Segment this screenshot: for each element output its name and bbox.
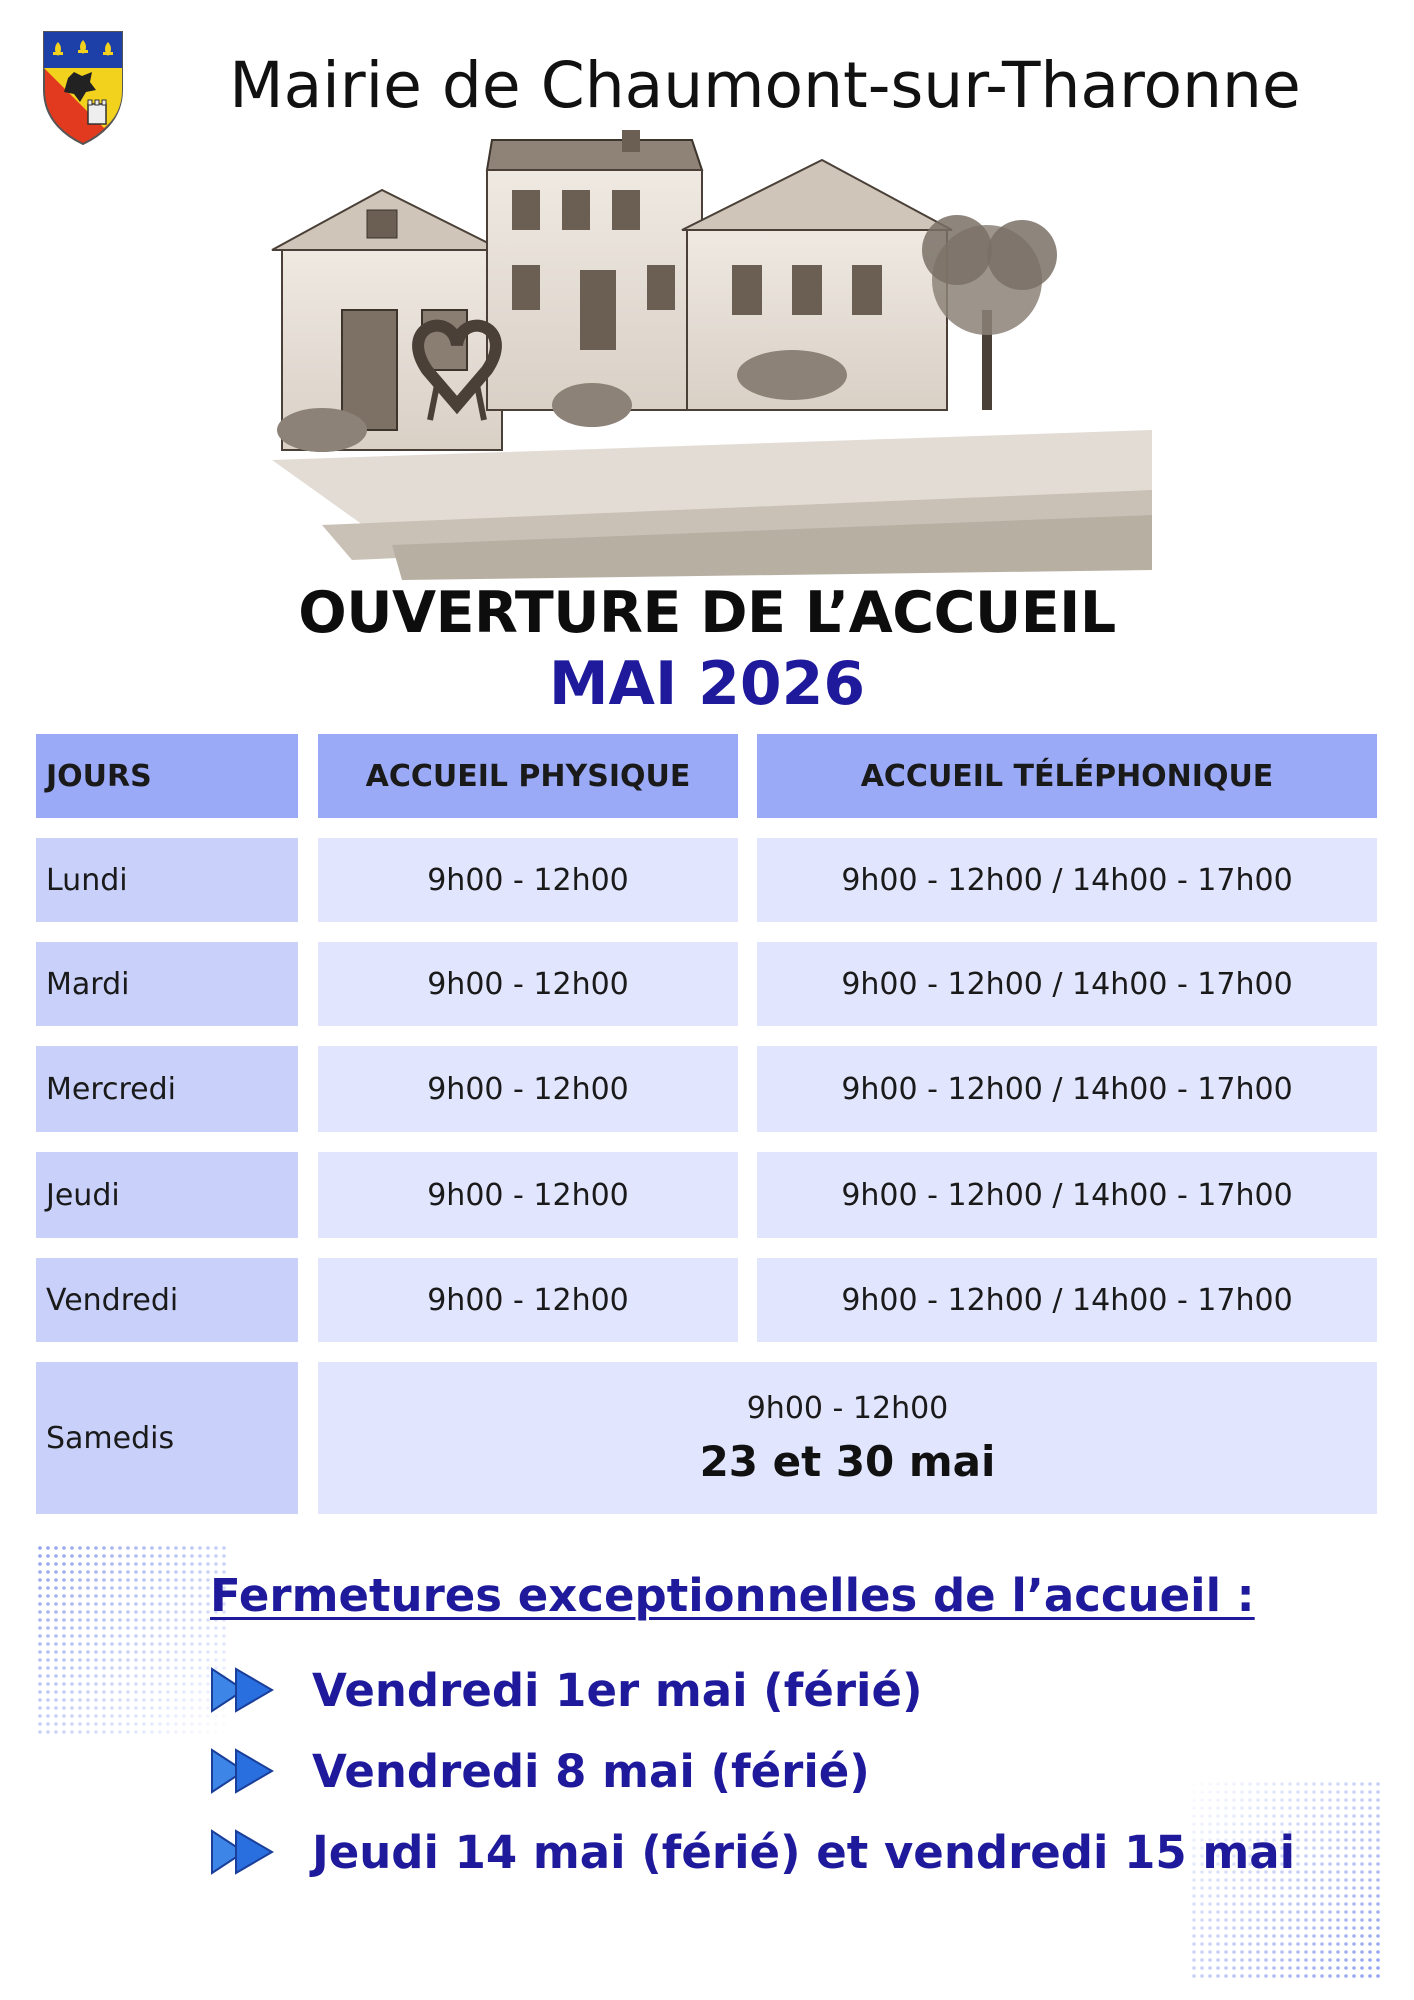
page-title: Mairie de Chaumont-sur-Tharonne [229, 49, 1301, 122]
town-hall-illustration [262, 130, 1162, 580]
table-row-day-saturday: Samedis [36, 1362, 298, 1514]
closure-date: Jeudi 14 mai (férié) et vendredi 15 mai [312, 1825, 1296, 1879]
closure-date: Vendredi 8 mai (férié) [312, 1744, 870, 1798]
saturday-hours: 9h00 - 12h00 [746, 1391, 949, 1426]
double-chevron-right-icon [210, 1829, 274, 1875]
table-cell-phone: 9h00 - 12h00 / 14h00 - 17h00 [757, 1152, 1377, 1238]
table-cell-phone: 9h00 - 12h00 / 14h00 - 17h00 [757, 942, 1377, 1026]
table-row-day: Mardi [36, 942, 298, 1026]
table-cell-saturday [318, 1362, 1377, 1514]
heading-month: MAI 2026 [548, 649, 866, 719]
closure-date: Vendredi 1er mai (férié) [312, 1663, 923, 1717]
table-cell-physical: 9h00 - 12h00 [318, 1258, 738, 1342]
coat-of-arms-icon [38, 28, 128, 148]
column-header-days: JOURS [36, 734, 298, 818]
heading-opening-hours: OUVERTURE DE L’ACCUEIL [298, 580, 1116, 646]
closures-title: Fermetures exceptionnelles de l’accueil : [210, 1569, 1255, 1622]
double-chevron-right-icon [210, 1748, 274, 1794]
column-header-physical: ACCUEIL PHYSIQUE [318, 734, 738, 818]
saturday-dates: 23 et 30 mai [699, 1437, 996, 1486]
table-cell-physical: 9h00 - 12h00 [318, 838, 738, 922]
column-header-phone: ACCUEIL TÉLÉPHONIQUE [757, 734, 1377, 818]
table-cell-physical: 9h00 - 12h00 [318, 1152, 738, 1238]
double-chevron-right-icon [210, 1667, 274, 1713]
table-cell-phone: 9h00 - 12h00 / 14h00 - 17h00 [757, 1258, 1377, 1342]
decorative-dots [36, 1544, 226, 1734]
list-item [210, 1655, 923, 1725]
list-item [210, 1817, 1295, 1887]
table-row-day: Vendredi [36, 1258, 298, 1342]
table-row-day: Lundi [36, 838, 298, 922]
table-cell-phone: 9h00 - 12h00 / 14h00 - 17h00 [757, 1046, 1377, 1132]
table-cell-phone: 9h00 - 12h00 / 14h00 - 17h00 [757, 838, 1377, 922]
table-cell-physical: 9h00 - 12h00 [318, 1046, 738, 1132]
table-cell-physical: 9h00 - 12h00 [318, 942, 738, 1026]
list-item [210, 1736, 870, 1806]
table-row-day: Jeudi [36, 1152, 298, 1238]
table-row-day: Mercredi [36, 1046, 298, 1132]
